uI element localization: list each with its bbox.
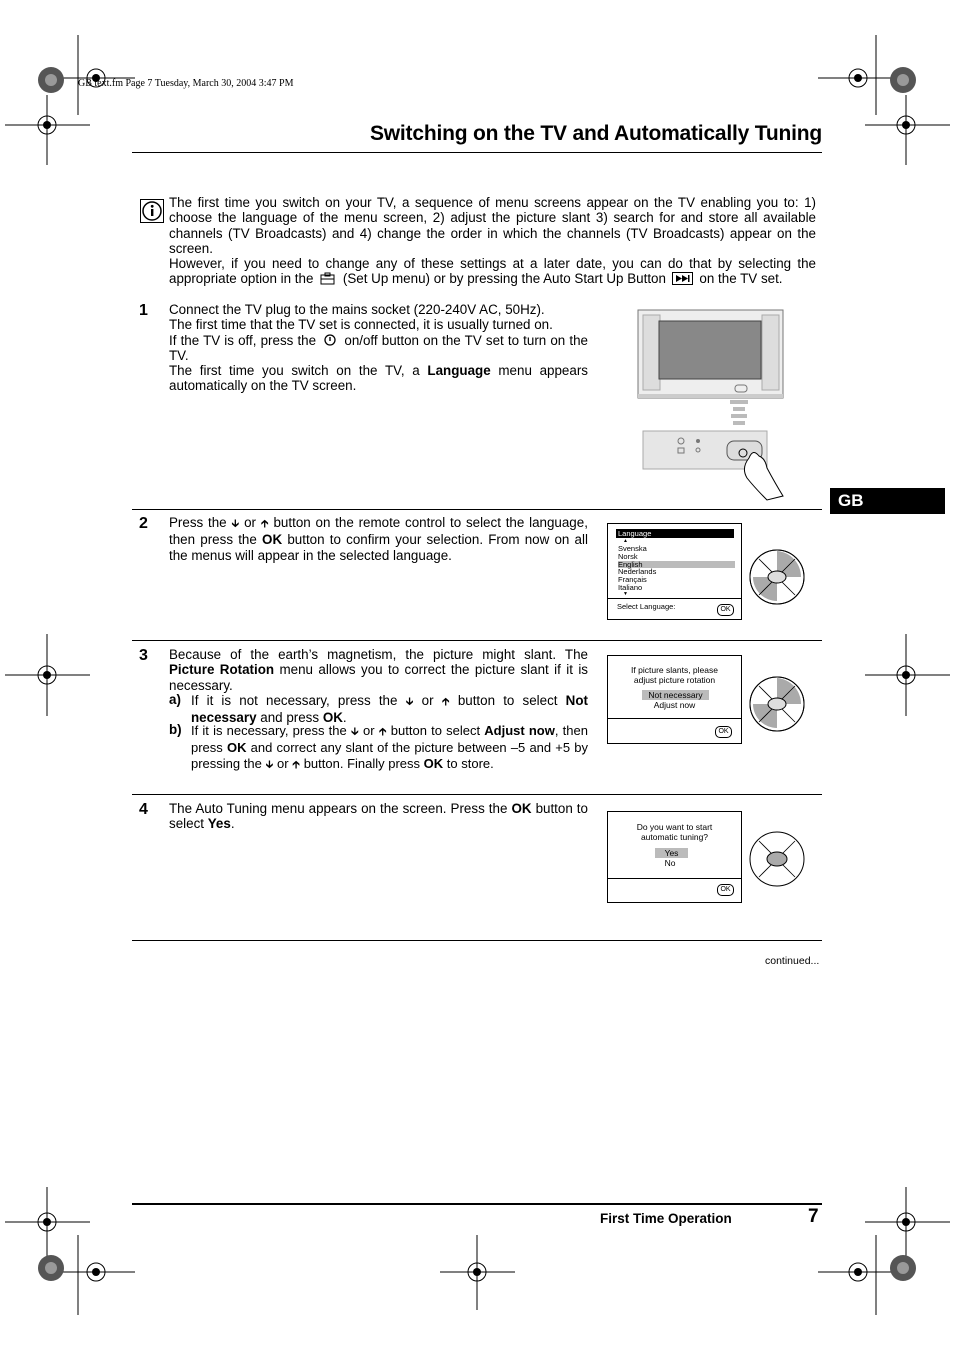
step-3b-text — [191, 723, 588, 773]
setup-menu-icon — [319, 272, 337, 285]
no-option[interactable]: No — [664, 858, 676, 868]
step-2-t1a: Press the — [169, 515, 227, 530]
down-arrow-icon: 🡳 — [231, 518, 240, 530]
intro-p1: The first time you switch on your TV, a sequence of menu screens appear on the TV enabling you to: 1) choose the language of the menu screen, 2) adjust the picture slant 3) search for and store all available channels (TV Broadcasts) and 4) change the order in which the channels (TV Broadcasts) appear on the screen. — [169, 195, 816, 256]
step-3b-7: and correct any slant of the picture between –5 and +5 by pressing the — [191, 740, 588, 771]
page-number: 7 — [808, 1206, 819, 1227]
step-2-t1c: button on the remote control to select the language, then press the — [169, 515, 588, 548]
step-1-number: 1 — [139, 302, 148, 319]
continued-label: continued... — [765, 955, 820, 967]
step-1-line2: The first time that the TV set is connected, it is usually turned on. — [169, 317, 553, 333]
step-3b-11: to store. — [446, 755, 494, 771]
step-3a-2: or — [421, 693, 434, 708]
step-3a-1: If it is not necessary, press the — [191, 693, 398, 708]
tv-illustration — [635, 308, 790, 503]
step-3a-3: button to select — [457, 693, 558, 708]
title-rule — [132, 152, 822, 153]
step-3a-not-necessary: Not necessary — [191, 693, 588, 726]
menu-separator — [608, 878, 741, 879]
step-3b-ok2: OK — [423, 755, 444, 771]
step-4-ok: OK — [511, 801, 532, 816]
step-3-t1c: menu allows you to correct the picture slant if it is necessary. — [169, 662, 588, 693]
rotation-prompt-1: If picture slants, please — [631, 665, 718, 675]
step-3b-ok: OK — [226, 740, 247, 756]
language-menu-title: Language — [616, 529, 734, 538]
step-3b-5: , then press — [191, 723, 588, 756]
adjust-now-option[interactable]: Adjust now — [653, 700, 696, 710]
yes-option[interactable]: Yes — [655, 848, 688, 858]
ok-icon: OK — [717, 604, 734, 616]
step-1-line4c: menu appears automatically on the TV screen. — [169, 363, 588, 394]
down-arrow-icon: 🡳 — [405, 696, 414, 708]
step-1-line4a: The first time you switch on the TV, a — [169, 363, 420, 379]
intro-p2a: However, if you need to change any of these settings at a later date, you can do that by selecting the appropriate option in the — [169, 256, 816, 287]
page-title: Switching on the TV and Automatically Tuning — [369, 122, 822, 145]
step-3a-7: . — [342, 710, 347, 726]
picture-rotation-menu — [607, 655, 742, 744]
auto-tuning-menu — [607, 811, 742, 903]
step-2-number: 2 — [139, 515, 148, 532]
step-3-text — [169, 647, 588, 693]
intro-p2b: (Set Up menu) or by pressing the Auto Start Up Button — [342, 271, 666, 287]
step-4-t1c: button to select — [169, 801, 588, 832]
remote-dial-icon — [747, 830, 807, 890]
step-4-yes: Yes — [207, 816, 231, 832]
step-3b-label: b) — [169, 722, 182, 737]
step-3a-ok: OK — [322, 710, 343, 726]
menu-down-arrow-icon: ▼ — [623, 591, 628, 597]
intro-text — [169, 195, 816, 287]
step-3a-5: and press — [260, 710, 320, 726]
language-option-selected[interactable]: English — [618, 561, 735, 569]
down-arrow-icon: 🡳 — [265, 758, 274, 771]
step-4-number: 4 — [139, 801, 148, 818]
remote-dial-icon — [747, 675, 807, 735]
auto-start-up-icon — [672, 272, 694, 285]
step-2-t1b: or — [244, 515, 257, 530]
step-2-rule — [132, 640, 822, 641]
step-3b-9: button. Finally press — [303, 755, 421, 771]
file-header: GB text.fm Page 7 Tuesday, March 30, 2004 3:47 PM — [78, 78, 294, 89]
menu-up-arrow-icon: ▲ — [623, 538, 628, 544]
not-necessary-option[interactable]: Not necessary — [642, 690, 709, 700]
step-2-t1e: button to confirm your selection. From now on all the menus will appear in the selected language. — [169, 532, 588, 563]
down-arrow-icon: 🡳 — [350, 726, 359, 738]
step-3-number: 3 — [139, 647, 148, 664]
language-menu-footer: Select Language: — [617, 602, 676, 611]
step-4-t1a: The Auto Tuning menu appears on the screen. Press the — [169, 801, 508, 816]
language-menu — [607, 523, 742, 620]
language-option[interactable]: Svenska — [618, 544, 647, 553]
rotation-prompt-2: adjust picture rotation — [633, 675, 716, 685]
step-1-line1: Connect the TV plug to the mains socket (220-240V AC, 50Hz). — [169, 302, 545, 317]
step-1-line3a: If the TV is off, press the — [169, 332, 317, 348]
step-3a-text — [191, 693, 588, 726]
step-1-line3b: on/off button on the TV set to turn on the TV. — [169, 332, 588, 363]
step-3b-1: If it is necessary, press the — [191, 723, 347, 738]
bottom-section-rule — [132, 940, 822, 941]
step-2-text — [169, 515, 588, 563]
language-option[interactable]: Nederlands — [618, 567, 657, 577]
step-3b-2: or — [362, 723, 375, 738]
remote-dial-icon — [747, 548, 807, 608]
step-1-rule — [132, 509, 822, 510]
language-option[interactable]: Italiano — [618, 582, 643, 592]
power-icon — [323, 334, 337, 346]
step-1-language-bold: Language — [427, 363, 491, 379]
autotune-prompt-2: automatic tuning? — [640, 832, 709, 842]
info-icon — [140, 199, 164, 223]
up-arrow-icon: 🡱 — [292, 758, 301, 771]
step-4-text — [169, 801, 588, 832]
language-option[interactable]: Français — [618, 575, 647, 585]
intro-p2c: on the TV set. — [699, 271, 783, 287]
step-4-t1e: . — [230, 816, 235, 832]
step-2-ok-bold: OK — [262, 532, 283, 548]
footer-rule — [132, 1203, 822, 1205]
ok-icon: OK — [717, 884, 734, 896]
menu-separator — [608, 598, 741, 599]
autotune-prompt-1: Do you want to start — [636, 822, 713, 832]
step-3b-8: or — [276, 755, 289, 771]
step-3a-label: a) — [169, 692, 181, 707]
up-arrow-icon: 🡱 — [441, 696, 450, 708]
step-3-picture-rotation: Picture Rotation — [169, 662, 275, 678]
language-tab: GB — [830, 488, 945, 514]
language-list — [618, 545, 735, 592]
step-3-t1a: Because of the earth’s magnetism, the picture might slant. The — [169, 647, 588, 662]
up-arrow-icon: 🡱 — [378, 726, 387, 738]
step-3-rule — [132, 794, 822, 795]
footer-section-title: First Time Operation — [600, 1211, 732, 1226]
step-3b-3: button to select — [390, 723, 481, 738]
menu-separator — [608, 718, 741, 719]
step-1-text — [169, 302, 588, 394]
up-arrow-icon: 🡱 — [260, 518, 269, 530]
step-3b-adjust-now: Adjust now — [484, 723, 555, 738]
ok-icon: OK — [715, 726, 732, 738]
language-option[interactable]: Norsk — [618, 551, 638, 561]
